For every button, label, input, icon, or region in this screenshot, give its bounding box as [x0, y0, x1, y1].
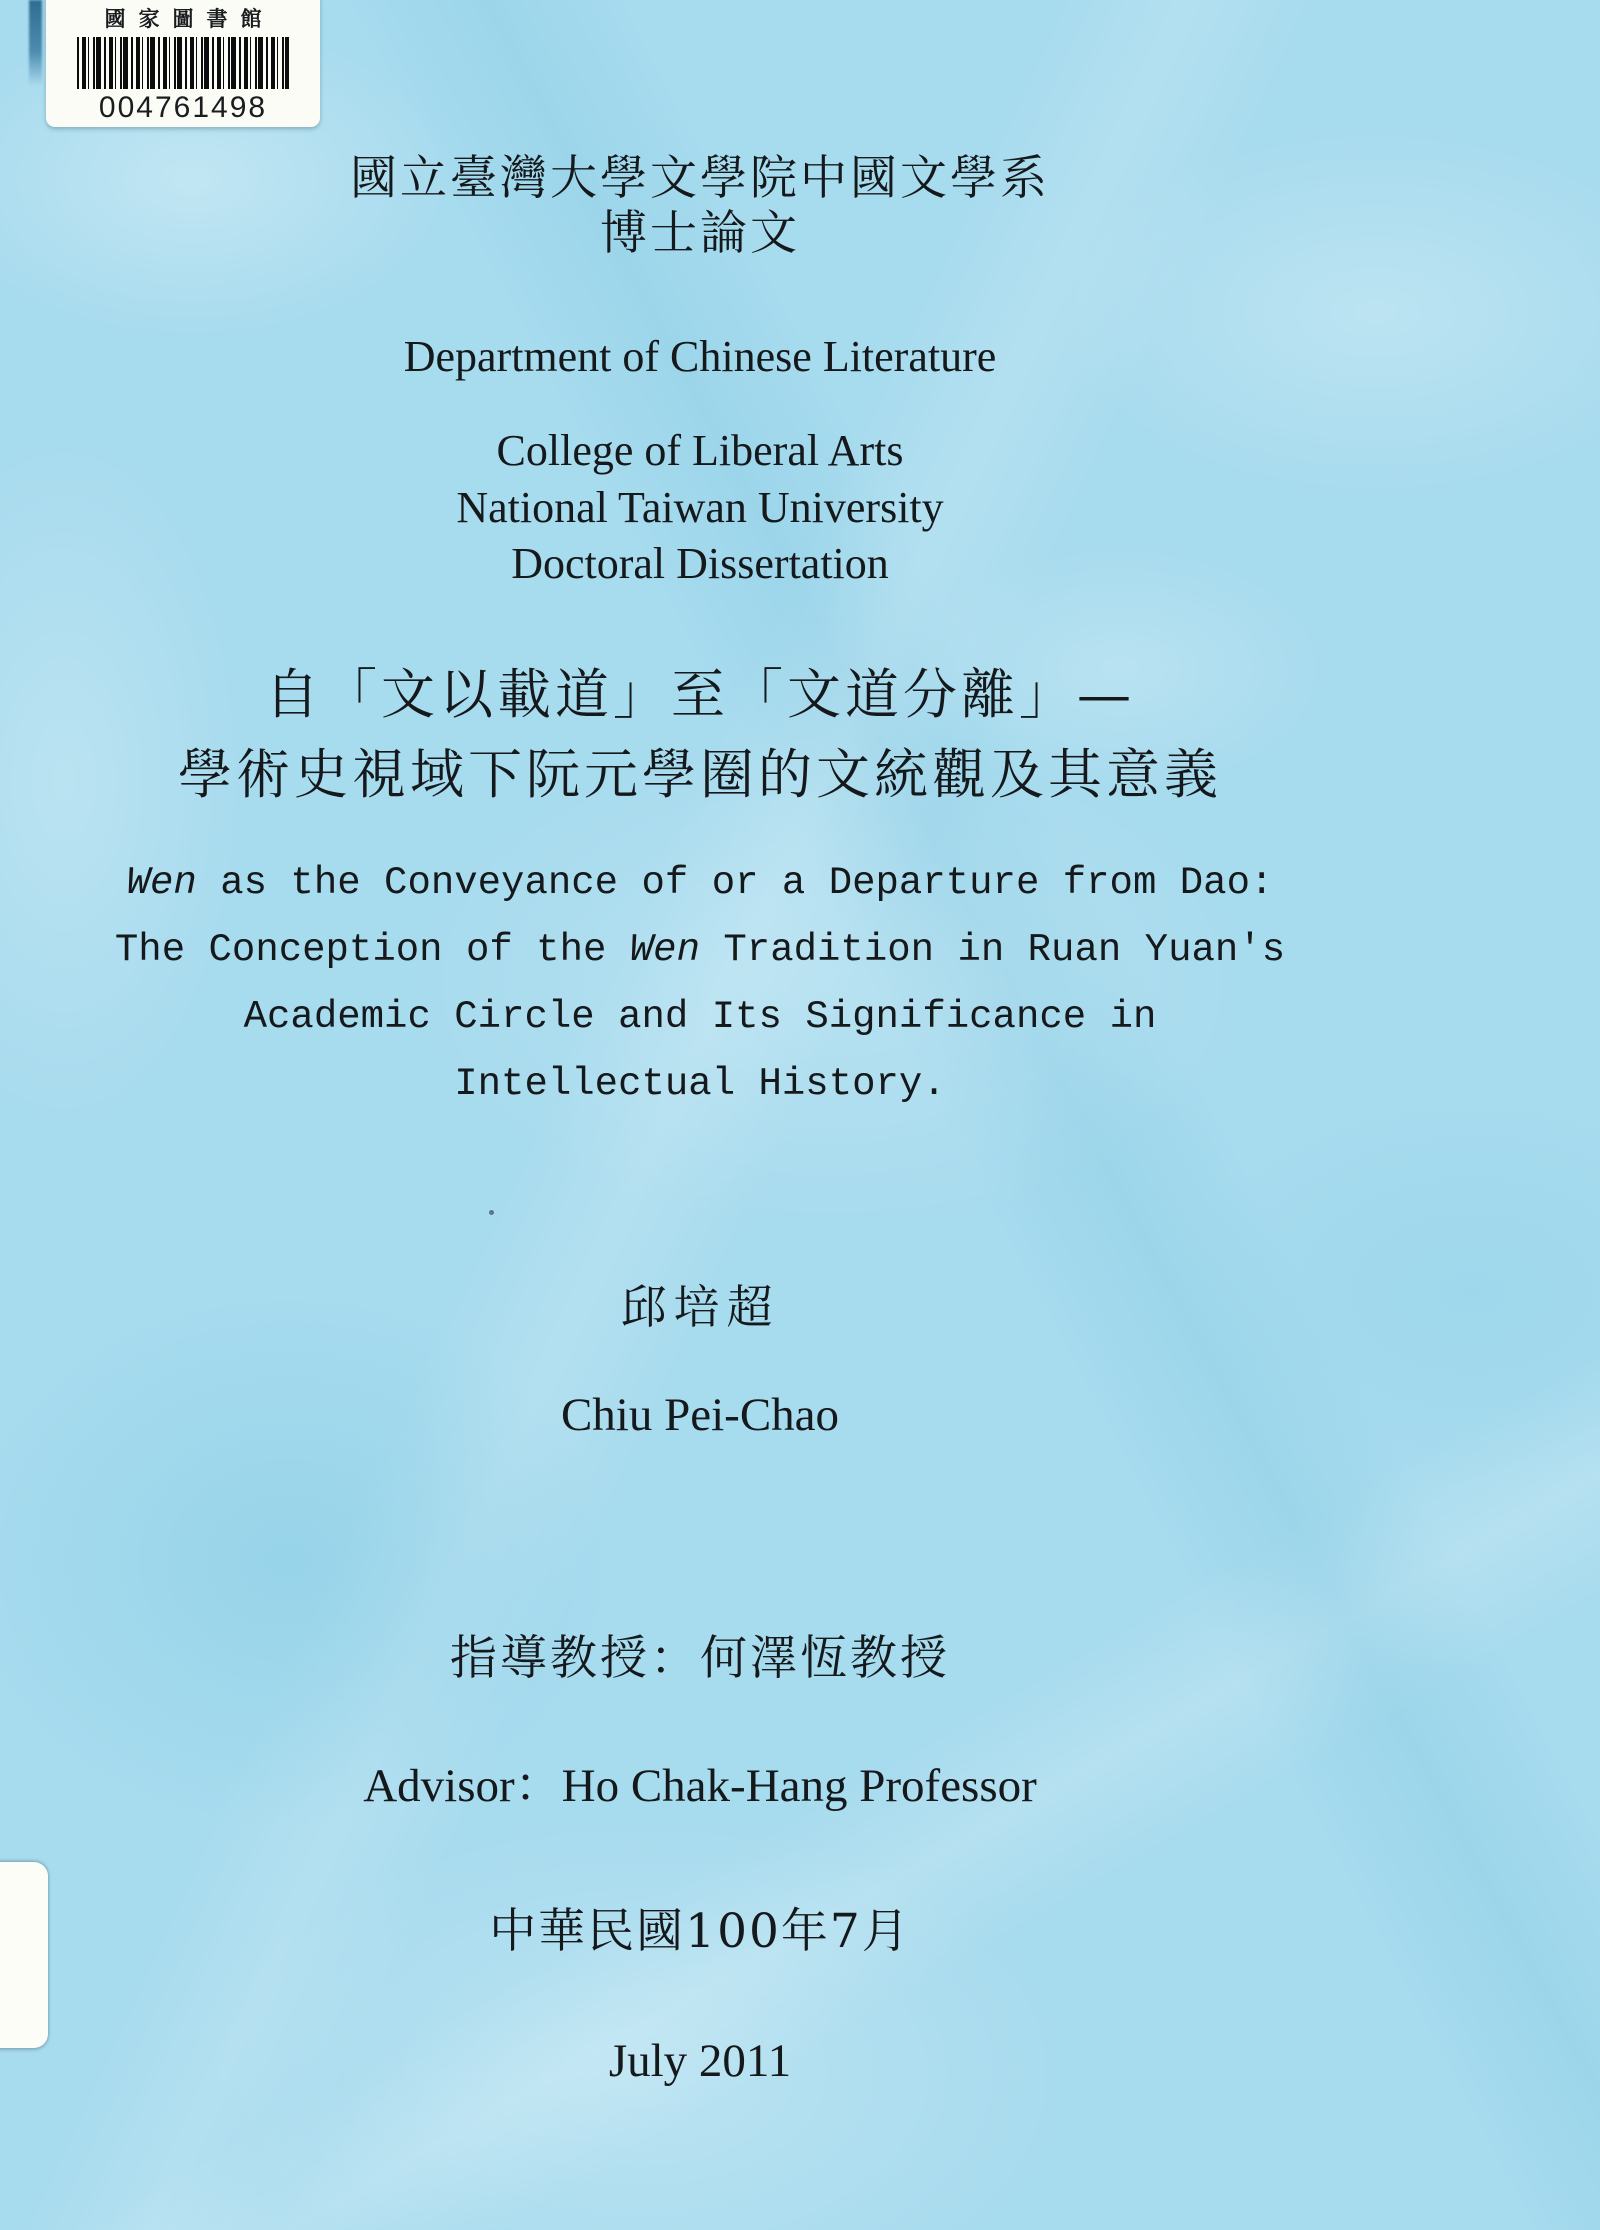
advisor-line-en: Advisor：Ho Chak-Hang Professor: [363, 1760, 1037, 1812]
date-cjk: 中華民國100年7月: [489, 1904, 911, 1959]
wen-italic: Wen: [126, 861, 197, 905]
barcode-icon: [77, 37, 289, 89]
spine-label-sticker: [0, 1862, 48, 2048]
thesis-title-en-line1: Wen as the Conveyance of or a Departure from Dao:: [126, 861, 1274, 905]
library-name: 國家圖書館: [104, 6, 275, 31]
thesis-title-cjk-line2: 學術史視域下阮元學圈的文統觀及其意義: [178, 743, 1222, 806]
thesis-title-en-line3: Academic Circle and Its Significance in: [243, 995, 1157, 1039]
thesis-title-en-line2: The Conception of the Wen Tradition in Ruan Yuan's: [114, 928, 1286, 972]
author-name-en: Chiu Pei-Chao: [560, 1389, 840, 1441]
barcode-number: 004761498: [98, 91, 268, 124]
university-department-cjk: 國立臺灣大學文學院中國文學系: [350, 151, 1050, 206]
scan-shadow-strip: [29, 0, 42, 86]
wen-italic: Wen: [629, 928, 700, 972]
college-en: College of Liberal Arts: [496, 426, 904, 475]
date-en: July 2011: [608, 2035, 792, 2087]
advisor-line-cjk: 指導教授：何澤恆教授: [450, 1631, 950, 1686]
university-en: National Taiwan University: [456, 483, 944, 532]
author-name-cjk: 邱培超: [620, 1280, 780, 1334]
department-en: Department of Chinese Literature: [403, 332, 997, 381]
doc-type-en: Doctoral Dissertation: [511, 539, 889, 588]
library-barcode-label: [46, 0, 320, 127]
thesis-title-cjk-line1: 自「文以載道」至「文道分離」—: [265, 663, 1135, 726]
thesis-title-en-line4: Intellectual History.: [454, 1062, 946, 1106]
paper-speck: [489, 1210, 494, 1215]
degree-type-cjk: 博士論文: [600, 206, 800, 261]
thesis-title-en: [0, 850, 1400, 1118]
